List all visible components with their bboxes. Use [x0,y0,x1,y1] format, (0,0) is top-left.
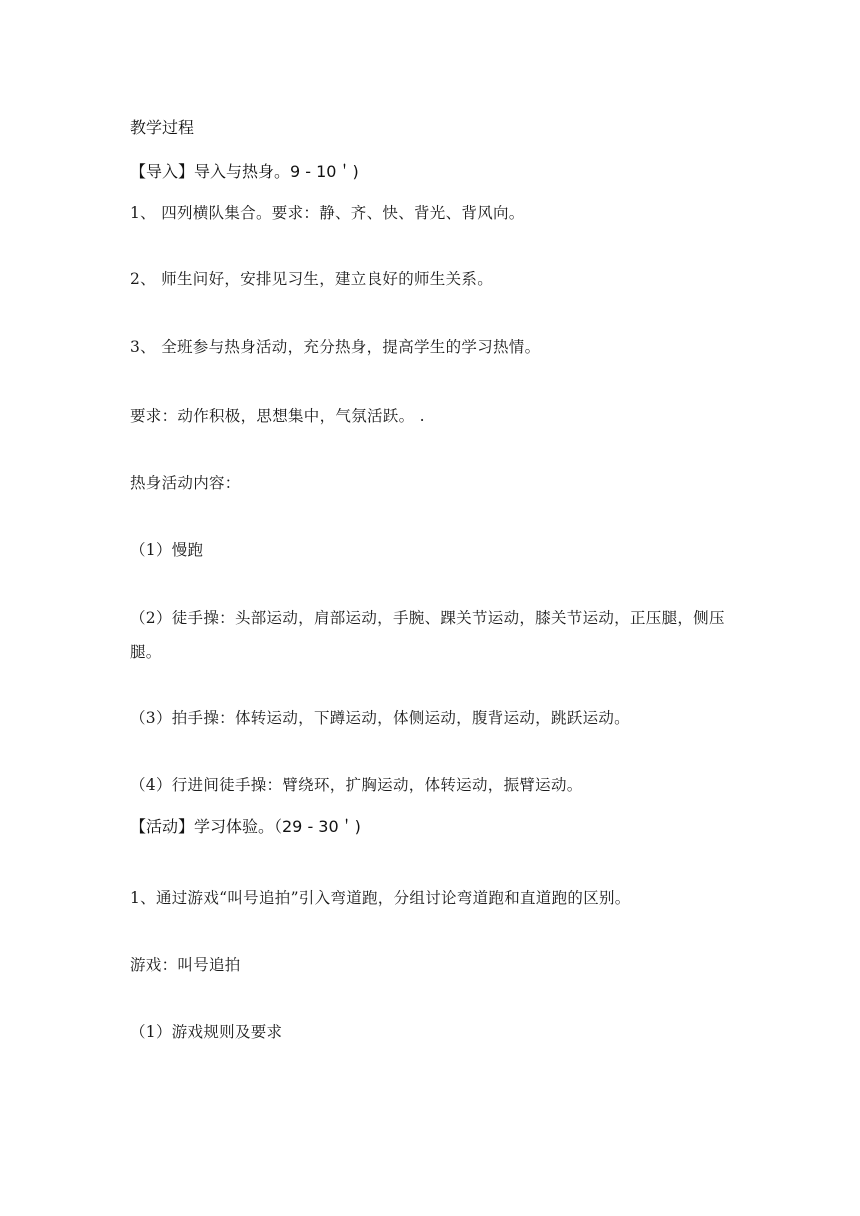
activity-item-1: 1、通过游戏“叫号追拍”引入弯道跑，分组讨论弯道跑和直道跑的区别。 [130,889,631,907]
activity-game-label: 游戏：叫号追拍 [130,956,241,974]
activity-game-rules: （1）游戏规则及要求 [130,1023,283,1041]
intro-item-1: 1、 四列横队集合。要求：静、齐、快、背光、背风向。 [130,204,525,222]
warmup-item-2: （2）徒手操：头部运动，肩部运动，手腕、踝关节运动，膝关节运动，正压腿，侧压腿。 [130,609,725,661]
document-title: 教学过程 [130,118,195,137]
section-heading-intro: 【导入】导入与热身。9 - 10＇) [130,162,359,181]
section-heading-activity: 【活动】学习体验。（29 - 30＇) [130,817,361,836]
warmup-content-label: 热身活动内容： [130,474,241,492]
intro-item-2: 2、 师生问好，安排见习生，建立良好的师生关系。 [130,270,493,288]
warmup-item-4: （4）行进间徒手操：臂绕环，扩胸运动，体转运动，振臂运动。 [130,776,583,794]
intro-requirement: 要求：动作积极，思想集中，气氛活跃。 . [130,407,425,425]
intro-item-3: 3、 全班参与热身活动，充分热身，提高学生的学习热情。 [130,338,541,356]
warmup-item-3: （3）拍手操：体转运动，下蹲运动，体侧运动，腹背运动，跳跃运动。 [130,709,630,727]
warmup-item-1: （1）慢跑 [130,541,204,559]
